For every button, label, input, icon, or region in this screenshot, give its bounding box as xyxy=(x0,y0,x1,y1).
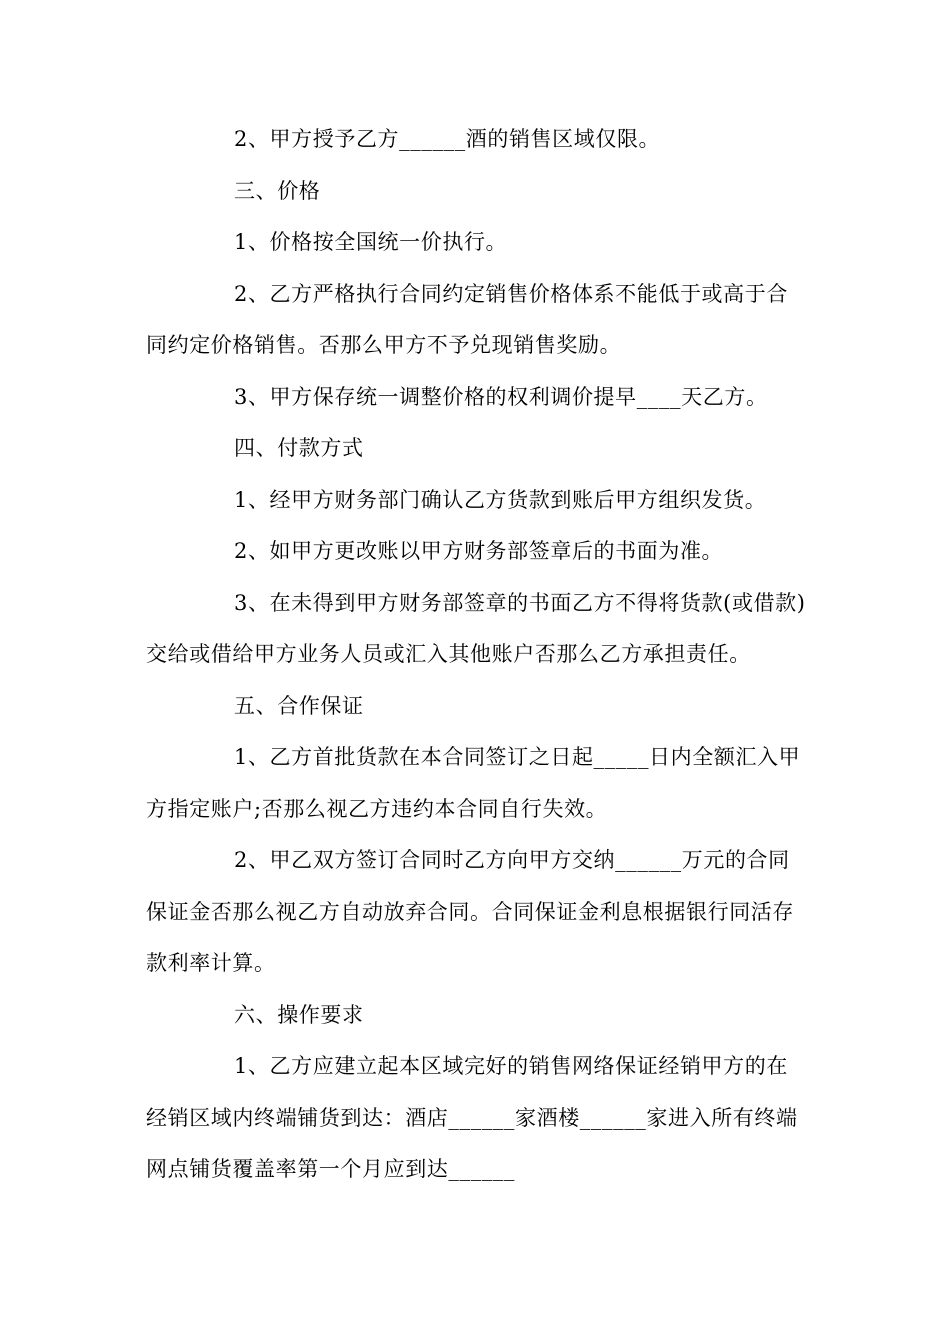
clause-guarantee-2: 2、甲乙双方签订合同时乙方向甲方交纳______万元的合同保证金否那么视乙方自动放弃合同。合同保证金利息根据银行同活存款利率计算。 xyxy=(146,848,794,975)
document-body xyxy=(146,114,806,1196)
clause-payment-2: 2、如甲方更改账以甲方财务部签章后的书面为准。 xyxy=(234,539,724,563)
clause-price-2: 2、乙方严格执行合同约定销售价格体系不能低于或高于合同约定价格销售。否那么甲方不予兑现销售奖励。 xyxy=(146,281,788,357)
section-heading-operation: 六、操作要求 xyxy=(234,1002,364,1027)
clause-payment-3: 3、在未得到甲方财务部签章的书面乙方不得将货款(或借款)交给或借给甲方业务人员或汇入其他账户否那么乙方承担责任。 xyxy=(146,590,806,666)
clause-guarantee-1: 1、乙方首批货款在本合同签订之日起_____日内全额汇入甲方指定账户;否那么视乙方违约本合同自行失效。 xyxy=(146,745,801,821)
clause-operation-1: 1、乙方应建立起本区域完好的销售网络保证经销甲方的在经销区域内终端铺货到达：酒店______家酒楼______家进入所有终端网点铺货覆盖率第一个月应到达______ xyxy=(146,1054,798,1181)
clause-price-3: 3、甲方保存统一调整价格的权利调价提早____天乙方。 xyxy=(234,384,768,409)
section-heading-guarantee: 五、合作保证 xyxy=(234,693,364,718)
clause-2-sales-region: 2、甲方授予乙方______酒的销售区域仅限。 xyxy=(234,127,661,151)
section-heading-payment: 四、付款方式 xyxy=(234,436,364,460)
section-heading-price: 三、价格 xyxy=(234,178,321,203)
clause-price-1: 1、价格按全国统一价执行。 xyxy=(234,230,508,254)
clause-payment-1: 1、经甲方财务部门确认乙方货款到账后甲方组织发货。 xyxy=(234,487,767,512)
